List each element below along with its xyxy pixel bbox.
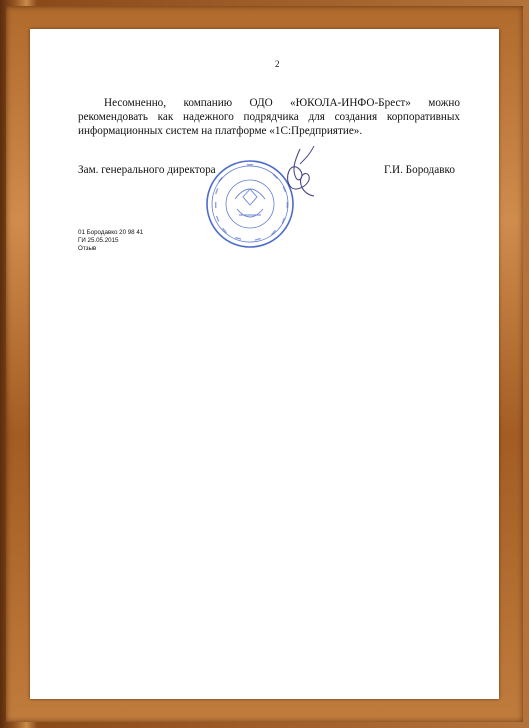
page-number: 2 — [275, 59, 280, 69]
reference-line: 01 Бородавко 20 98 41 — [78, 229, 144, 236]
handwritten-signature — [270, 144, 322, 204]
signatory-name: Г.И. Бородавко — [384, 164, 455, 176]
recommendation-paragraph: Несомненно, компанию ОДО «ЮКОЛА-ИНФО-Брест» можно рекомендовать как надежного подрядчика для создания корпоративных информационных систем на платформе «1С:Предприятие». — [78, 97, 460, 137]
document-page — [30, 29, 499, 699]
signatory-role: Зам. генерального директора — [78, 164, 216, 176]
reference-line: ГИ 25.05.2015 — [78, 237, 119, 244]
reference-line: Отзыв — [78, 245, 97, 252]
